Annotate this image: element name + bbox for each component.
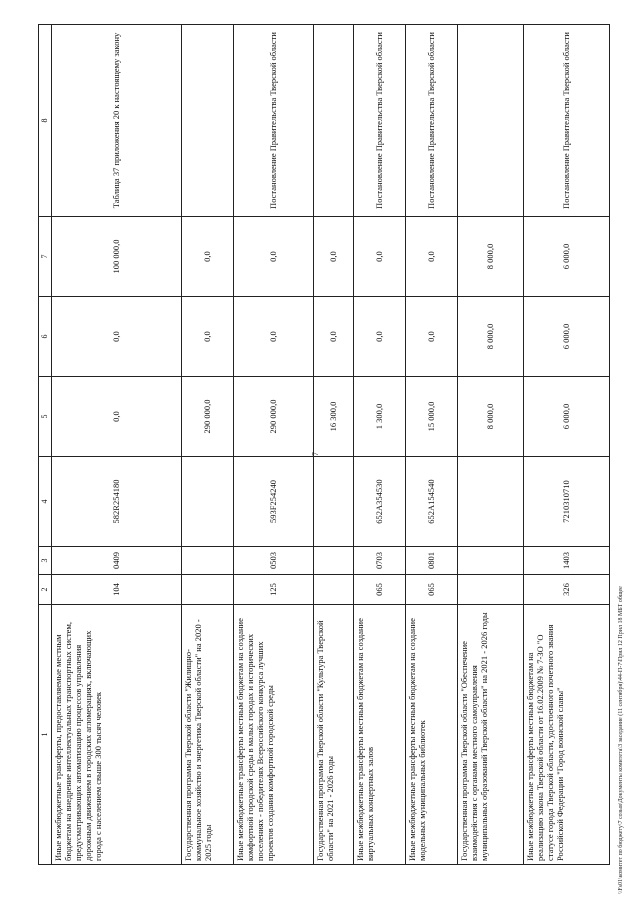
row-value-6: 8 000,0 <box>458 297 524 377</box>
row-basis <box>182 25 234 217</box>
row-gp <box>314 575 354 605</box>
transfers-table-rotated <box>38 25 608 865</box>
row-value-5: 16 300,0 <box>314 377 354 457</box>
row-section <box>182 547 234 575</box>
row-value-5: 290 000,0 <box>182 377 234 457</box>
row-value-5: 1 300,0 <box>354 377 406 457</box>
col-header-8: 8 <box>39 25 52 217</box>
row-value-5: 8 000,0 <box>458 377 524 457</box>
row-value-7: 100 000,0 <box>52 217 182 297</box>
row-value-5: 6 000,0 <box>524 377 610 457</box>
header-row <box>39 25 52 865</box>
row-value-7: 0,0 <box>234 217 314 297</box>
col-header-4: 4 <box>39 457 52 547</box>
row-gp <box>182 575 234 605</box>
row-gp: 104 <box>52 575 182 605</box>
row-code <box>314 457 354 547</box>
row-name: Государственная программа Тверской области "Обеспечение взаимодействия с органами местного самоуправления муниципальных образований Тверской области" на 2021 - 2026 годы <box>458 605 524 865</box>
row-value-5: 290 000,0 <box>234 377 314 457</box>
row-value-7: 0,0 <box>354 217 406 297</box>
table-row <box>52 25 182 865</box>
table-row <box>182 25 234 865</box>
row-code: 593F254240 <box>234 457 314 547</box>
col-header-7: 7 <box>39 217 52 297</box>
row-section <box>314 547 354 575</box>
row-value-6: 0,0 <box>182 297 234 377</box>
row-section: 1403 <box>524 547 610 575</box>
row-gp: 065 <box>354 575 406 605</box>
row-basis: Постановление Правительства Тверской области <box>354 25 406 217</box>
row-basis: Постановление Правительства Тверской области <box>234 25 314 217</box>
row-section: 0409 <box>52 547 182 575</box>
row-value-6: 6 000,0 <box>524 297 610 377</box>
row-value-5: 15 000,0 <box>406 377 458 457</box>
row-gp <box>458 575 524 605</box>
row-value-6: 0,0 <box>314 297 354 377</box>
row-value-6: 0,0 <box>354 297 406 377</box>
col-header-6: 6 <box>39 297 52 377</box>
col-header-2: 2 <box>39 575 52 605</box>
row-code: 652A154540 <box>406 457 458 547</box>
row-code: 652A354530 <box>354 457 406 547</box>
table-row <box>314 25 354 865</box>
row-name: Иные межбюджетные трансферты местным бюджетам на создание виртуальных концертных залов <box>354 605 406 865</box>
table-row <box>234 25 314 865</box>
table-row <box>524 25 610 865</box>
row-value-5: 0,0 <box>52 377 182 457</box>
row-section <box>458 547 524 575</box>
row-value-7: 6 000,0 <box>524 217 610 297</box>
row-name: Иные межбюджетные трансферты местным бюджетам на создание комфортной городской среды в малых городах и исторических поселениях - победителях Всероссийского конкурса лучших проектов создания комфортной городской среды <box>234 605 314 865</box>
row-basis: Таблица 37 приложения 20 к настоящему закону <box>52 25 182 217</box>
col-header-5: 5 <box>39 377 52 457</box>
row-gp: 125 <box>234 575 314 605</box>
row-code: 582R254180 <box>52 457 182 547</box>
footer-file-path: \\Fs01\комитет по бюджету\7 созыв\Документы комитета\3 заседание (11 сентября)\44-П-7\Прил 12 Прил 18 МБТ общее <box>618 586 624 894</box>
table-row <box>354 25 406 865</box>
col-header-1: 1 <box>39 605 52 865</box>
row-basis <box>458 25 524 217</box>
row-gp: 326 <box>524 575 610 605</box>
row-section: 0801 <box>406 547 458 575</box>
row-name: Иные межбюджетные трансферты местным бюджетам на создание модельных муниципальных библиотек <box>406 605 458 865</box>
row-name: Государственная программа Тверской области "Жилищно-коммунальное хозяйство и энергетика Тверской области" на 2020 - 2025 годы <box>182 605 234 865</box>
row-value-6: 0,0 <box>52 297 182 377</box>
row-value-7: 0,0 <box>314 217 354 297</box>
row-value-6: 0,0 <box>406 297 458 377</box>
row-code <box>182 457 234 547</box>
transfers-table <box>38 24 610 865</box>
row-value-7: 0,0 <box>406 217 458 297</box>
row-value-6: 0,0 <box>234 297 314 377</box>
row-name: Иные межбюджетные трансферты местным бюджетам на реализацию закона Тверской области от 16.02.2009 № 7-ЗО "О статусе города Тверской области, удостоенного почетного звания Российской Федерации "Город воинской славы" <box>524 605 610 865</box>
row-code: 7210310710 <box>524 457 610 547</box>
table-row <box>458 25 524 865</box>
row-section: 0503 <box>234 547 314 575</box>
row-basis: Постановление Правительства Тверской области <box>524 25 610 217</box>
row-section: 0703 <box>354 547 406 575</box>
col-header-3: 3 <box>39 547 52 575</box>
row-basis: Постановление Правительства Тверской области <box>406 25 458 217</box>
row-code <box>458 457 524 547</box>
table-row <box>406 25 458 865</box>
row-value-7: 8 000,0 <box>458 217 524 297</box>
row-name: Государственная программа Тверской области "Культура Тверской области" на 2021 - 2026 годы <box>314 605 354 865</box>
row-value-7: 0,0 <box>182 217 234 297</box>
page-number: 7 <box>311 452 320 456</box>
row-name: Иные межбюджетные трансферты, предоставляемые местным бюджетам на внедрение интеллектуальных транспортных систем, предусматривающих автоматизацию процессов управления дорожным движением в городских агломерациях, включающих города с населением свыше 300 тысяч человек <box>52 605 182 865</box>
row-gp: 065 <box>406 575 458 605</box>
row-basis <box>314 25 354 217</box>
